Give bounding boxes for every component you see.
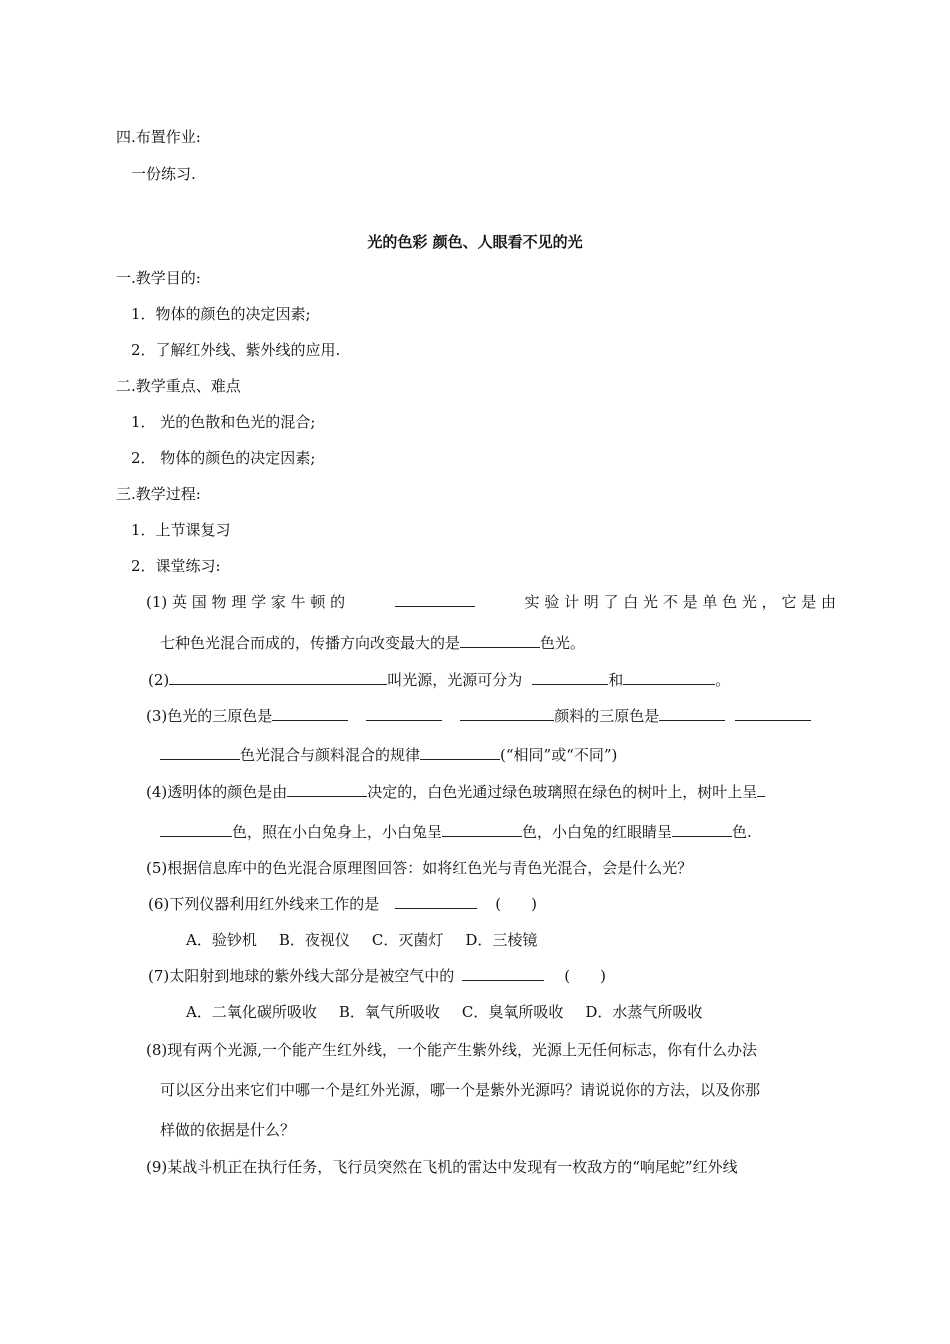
answer-blank[interactable] — [395, 592, 475, 607]
question-7-options — [186, 1002, 702, 1022]
homework-heading: 四.布置作业: — [116, 128, 201, 146]
option-d[interactable]: D．三棱镜 — [465, 931, 538, 949]
question-1-text: 色光。 — [540, 634, 586, 652]
section-2-item: 1． 光的色散和色光的混合; — [131, 413, 316, 431]
answer-blank[interactable] — [287, 782, 367, 797]
question-6-text: (6)下列仪器利用红外线来工作的是 — [148, 895, 380, 913]
question-8-line-1: (8)现有两个光源,一个能产生红外线，一个能产生紫外线，光源上无任何标志，你有什么办法 — [146, 1041, 758, 1059]
question-3-text: (3)色光的三原色是 — [146, 707, 273, 725]
question-2-text: 和 — [608, 671, 624, 689]
option-c[interactable]: C．臭氧所吸收 — [461, 1003, 564, 1021]
question-4-text: 色. — [732, 823, 752, 841]
question-4-text: (4)透明体的颜色是由 — [146, 783, 288, 801]
question-1-text: 实 验 计 明 了 白 光 不 是 单 色 光 ， 它 是 由 — [524, 593, 836, 611]
question-3-line-1 — [146, 706, 811, 726]
answer-blank[interactable] — [462, 966, 544, 981]
question-2-text: (2) — [148, 671, 170, 689]
answer-parentheses[interactable]: ( ) — [495, 895, 537, 913]
lesson-title: 光的色彩 颜色、人眼看不见的光 — [367, 233, 583, 251]
answer-blank[interactable] — [735, 706, 811, 721]
option-b[interactable]: B．氧气所吸收 — [338, 1003, 440, 1021]
answer-blank[interactable] — [420, 745, 500, 760]
option-a[interactable]: A．验钞机 — [186, 931, 257, 949]
question-9: (9)某战斗机正在执行任务，飞行员突然在飞机的雷达中发现有一枚敌方的“响尾蛇”红外线 — [146, 1158, 738, 1176]
question-2-text: 叫光源，光源可分为 — [387, 671, 523, 689]
question-8-line-2: 可以区分出来它们中哪一个是红外光源，哪一个是紫外光源吗？请说说你的方法，以及你那 — [160, 1081, 761, 1099]
option-d[interactable]: D．水蒸气所吸收 — [585, 1003, 703, 1021]
question-1-line-1 — [146, 592, 836, 612]
question-4-text: 色，照在小白兔身上，小白兔呈 — [232, 823, 443, 841]
question-1-text: (1) 英 国 物 理 学 家 牛 顿 的 — [146, 593, 346, 611]
answer-blank[interactable] — [366, 706, 442, 721]
question-2 — [148, 670, 730, 690]
answer-blank[interactable] — [160, 822, 232, 837]
section-2-heading: 二.教学重点、难点 — [116, 377, 241, 395]
question-4-text: 决定的，白色光通过绿色玻璃照在绿色的树叶上，树叶上呈 — [367, 783, 758, 801]
section-1-item: 1．物体的颜色的决定因素; — [131, 305, 311, 323]
answer-blank[interactable] — [659, 706, 725, 721]
question-4-line-2 — [160, 822, 752, 842]
question-5: (5)根据信息库中的色光混合原理图回答：如将红色光与青色光混合，会是什么光？ — [146, 859, 693, 877]
question-8-line-3: 样做的依据是什么？ — [160, 1121, 296, 1139]
section-1-item: 2．了解红外线、紫外线的应用. — [131, 341, 341, 359]
section-3-heading: 三.教学过程: — [116, 485, 201, 503]
answer-blank[interactable] — [672, 822, 732, 837]
question-2-text: 。 — [715, 671, 731, 689]
section-3-item: 2．课堂练习: — [131, 557, 221, 575]
question-7 — [148, 966, 606, 986]
question-1-text: 七种色光混合而成的，传播方向改变最大的是 — [160, 634, 461, 652]
option-b[interactable]: B．夜视仪 — [278, 931, 350, 949]
section-1-heading: 一.教学目的: — [116, 269, 201, 287]
answer-blank[interactable] — [160, 745, 240, 760]
answer-blank[interactable] — [623, 670, 715, 685]
option-a[interactable]: A．二氧化碳所吸收 — [186, 1003, 317, 1021]
answer-blank[interactable] — [272, 706, 348, 721]
answer-blank[interactable] — [532, 670, 608, 685]
answer-blank[interactable] — [442, 822, 522, 837]
answer-blank[interactable] — [460, 633, 540, 648]
question-3-text: (“相同”或“不同”) — [500, 746, 618, 764]
answer-parentheses[interactable]: ( ) — [564, 967, 606, 985]
question-7-text: (7)太阳射到地球的紫外线大部分是被空气中的 — [148, 967, 455, 985]
question-3-text: 颜料的三原色是 — [554, 707, 660, 725]
option-c[interactable]: C．灭菌灯 — [371, 931, 444, 949]
homework-item: 一份练习. — [131, 165, 196, 183]
question-4-text: 色，小白兔的红眼睛呈 — [522, 823, 673, 841]
question-6 — [148, 894, 537, 914]
answer-blank[interactable] — [757, 782, 765, 797]
section-3-item: 1．上节课复习 — [131, 521, 231, 539]
section-2-item: 2． 物体的颜色的决定因素; — [131, 449, 316, 467]
answer-blank[interactable] — [460, 706, 554, 721]
answer-blank[interactable] — [395, 894, 477, 909]
question-6-options — [186, 930, 537, 950]
question-3-line-2 — [160, 745, 617, 765]
answer-blank[interactable] — [169, 670, 387, 685]
question-1-line-2 — [160, 633, 585, 653]
question-4-line-1 — [146, 782, 765, 802]
question-3-text: 色光混合与颜料混合的规律 — [240, 746, 421, 764]
